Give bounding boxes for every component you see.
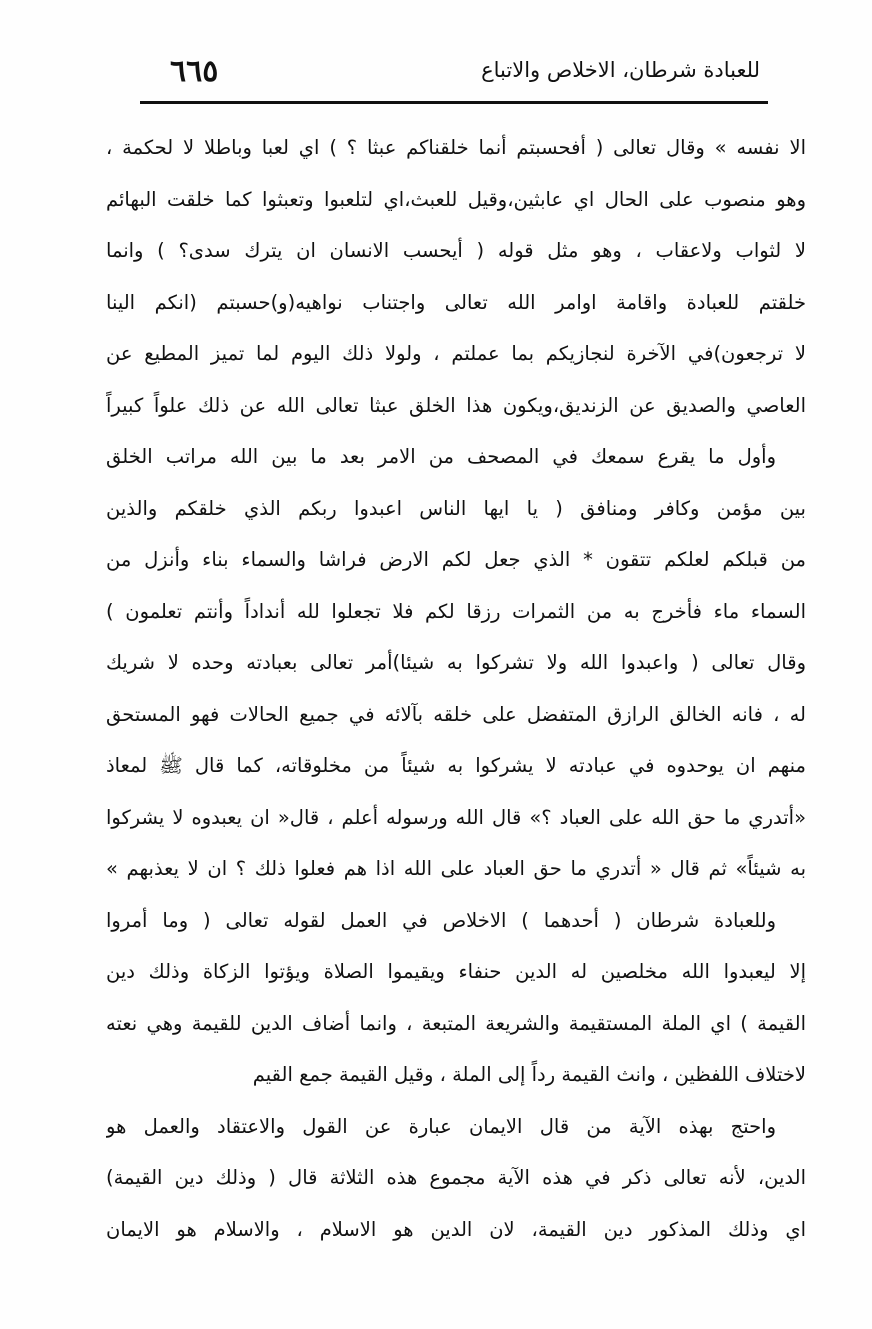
text-line: من قبلكم لعلكم تتقون * الذي جعل لكم الارض فراشا والسماء بناء وأنزل من bbox=[106, 548, 806, 571]
page-header bbox=[140, 52, 760, 96]
text-line: لا لثواب ولاعقاب ، وهو مثل قوله ( أيحسب الانسان ان يترك سدى؟ ) وانما bbox=[106, 239, 806, 262]
text-line: له ، فانه الخالق الرازق المتفضل على خلقه بآلائه في جميع الحالات فهو المستحق bbox=[106, 702, 806, 726]
text-line: منهم ان يوحدوه في عبادته لا يشركوا به شيئاً من مخلوقاته، كما قال ﷺ لمعاذ bbox=[106, 754, 806, 777]
text-line: بين مؤمن وكافر ومنافق ( يا ايها الناس اعبدوا ربكم الذي خلقكم والذين bbox=[106, 496, 806, 520]
text-line: واحتج بهذه الآية من قال الايمان عبارة عن القول والاعتقاد والعمل هو bbox=[106, 1114, 776, 1138]
running-head: للعبادة شرطان، الاخلاص والاتباع bbox=[481, 58, 760, 82]
body-text bbox=[106, 122, 806, 1255]
text-line: خلقتم للعبادة واقامة اوامر الله تعالى واجتناب نواهيه(و)حسبتم (انكم الينا bbox=[106, 290, 806, 314]
text-line: إلا ليعبدوا الله مخلصين له الدين حنفاء ويقيموا الصلاة ويؤتوا الزكاة وذلك دين bbox=[106, 960, 806, 983]
text-line: به شيئاً» ثم قال « أتدري ما حق العباد على الله اذا هم فعلوا ذلك ؟ ان لا يعذبهم » bbox=[106, 857, 806, 880]
text-line: الدين، لأنه تعالى ذكر في هذه الآية مجموع هذه الثلاثة قال ( وذلك دين القيمة) bbox=[106, 1166, 806, 1189]
text-line: اي وذلك المذكور دين القيمة، لان الدين هو الاسلام ، والاسلام هو الايمان bbox=[106, 1217, 806, 1241]
text-line: العاصي والصديق عن الزنديق،ويكون هذا الخلق عبثا تعالى الله عن ذلك علواً كبيراً bbox=[106, 393, 806, 417]
text-line: وقال تعالى ( واعبدوا الله ولا تشركوا به شيئا)أمر تعالى بعبادته وحده لا شريك bbox=[106, 651, 806, 674]
text-line: لا ترجعون)في الآخرة لنجازيكم بما عملتم ، ولولا ذلك اليوم لما تميز المطيع عن bbox=[106, 342, 806, 365]
text-line: وهو منصوب على الحال اي عابثين،وقيل للعبث،اي لتلعبوا وتعبثوا كما خلقت البهائم bbox=[106, 187, 806, 211]
text-line: الا نفسه » وقال تعالى ( أفحسبتم أنما خلقناكم عبثا ؟ ) اي لعبا وباطلا لا لحكمة ، bbox=[106, 136, 806, 159]
text-line: وأول ما يقرع سمعك في المصحف من الامر بعد ما بين الله مراتب الخلق bbox=[106, 445, 776, 468]
text-line: لاختلاف اللفظين ، وانث القيمة رداً إلى الملة ، وقيل القيمة جمع القيم bbox=[252, 1063, 806, 1086]
text-line: وللعبادة شرطان ( أحدهما ) الاخلاص في العمل لقوله تعالى ( وما أمروا bbox=[106, 908, 776, 932]
text-line: «أتدري ما حق الله على العباد ؟» قال الله ورسوله أعلم ، قال« ان يعبدوه لا يشركوا bbox=[106, 805, 806, 829]
header-rule bbox=[140, 101, 768, 104]
page-number: ٦٦٥ bbox=[170, 54, 219, 89]
text-line: السماء ماء فأخرج به من الثمرات رزقا لكم فلا تجعلوا لله أنداداً وأنتم تعلمون ) bbox=[106, 599, 806, 623]
text-line: القيمة ) اي الملة المستقيمة والشريعة المتبعة ، وانما أضاف الدين للقيمة وهي نعته bbox=[106, 1011, 806, 1035]
